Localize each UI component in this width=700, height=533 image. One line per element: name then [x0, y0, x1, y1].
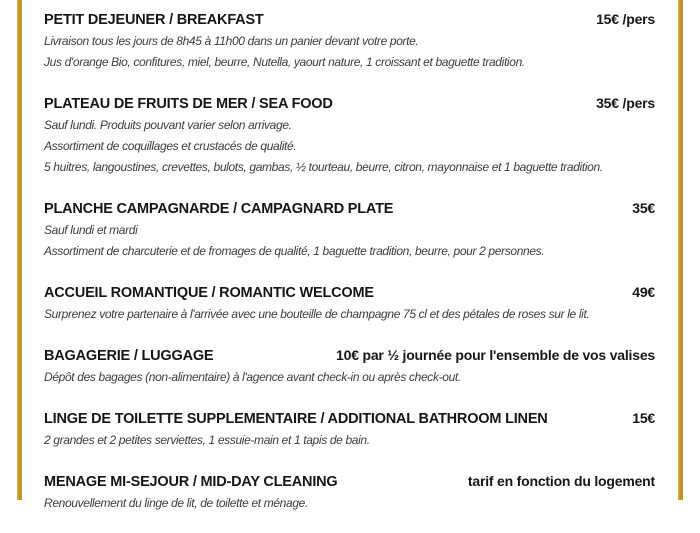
menu-item-price: 35€ /pers	[596, 95, 655, 111]
menu-item-price: 10€ par ½ journée pour l'ensemble de vos valises	[336, 347, 655, 363]
menu-item-title: LINGE DE TOILETTE SUPPLEMENTAIRE / ADDITIONAL BATHROOM LINEN	[44, 411, 548, 427]
menu-item-header	[44, 344, 655, 367]
menu-item-description: 2 grandes et 2 petites serviettes, 1 essuie-main et 1 tapis de bain.	[44, 433, 370, 447]
menu-item-description: Assortiment de coquillages et crustacés de qualité.	[44, 139, 297, 153]
menu-item-description: Livraison tous les jours de 8h45 à 11h00 dans un panier devant votre porte.	[44, 34, 419, 48]
menu-item-header	[44, 407, 655, 430]
menu-item-descriptions	[44, 493, 655, 514]
menu-item	[44, 470, 655, 514]
menu-item-descriptions	[44, 220, 655, 262]
menu-item-price: 49€	[632, 284, 655, 300]
menu-item-header	[44, 197, 655, 220]
menu-item-header	[44, 92, 655, 115]
menu-item-title: BAGAGERIE / LUGGAGE	[44, 348, 214, 364]
menu-item-description: Jus d'orange Bio, confitures, miel, beurre, Nutella, yaourt nature, 1 croissant et baguette tradition.	[44, 55, 525, 69]
menu-item-description: Dépôt des bagages (non-alimentaire) à l'agence avant check-in ou après check-out.	[44, 370, 461, 384]
menu-item-descriptions	[44, 430, 655, 451]
menu-list	[44, 8, 655, 533]
menu-item-descriptions	[44, 367, 655, 388]
menu-item-header	[44, 8, 655, 31]
menu-item-title: ACCUEIL ROMANTIQUE / ROMANTIC WELCOME	[44, 285, 374, 301]
menu-item	[44, 8, 655, 73]
menu-item-description: Assortiment de charcuterie et de fromages de qualité, 1 baguette tradition, beurre, pour 2 personnes.	[44, 244, 545, 258]
menu-item-title: MENAGE MI-SEJOUR / MID-DAY CLEANING	[44, 474, 338, 490]
menu-item-description: Sauf lundi. Produits pouvant varier selon arrivage.	[44, 118, 292, 132]
menu-item-description: 5 huitres, langoustines, crevettes, bulots, gambas, ½ tourteau, beurre, citron, mayonnaise et 1 baguette tradition.	[44, 160, 603, 174]
menu-item-price: 15€ /pers	[596, 11, 655, 27]
menu-item-header	[44, 470, 655, 493]
menu-item	[44, 344, 655, 388]
menu-item	[44, 281, 655, 325]
menu-item-title: PLANCHE CAMPAGNARDE / CAMPAGNARD PLATE	[44, 201, 394, 217]
right-gold-border	[678, 0, 683, 500]
menu-item-price: 35€	[632, 200, 655, 216]
menu-item-description: Surprenez votre partenaire à l'arrivée avec une bouteille de champagne 75 cl et des pétales de roses sur le lit.	[44, 307, 590, 321]
menu-item-header	[44, 281, 655, 304]
menu-item-title: PETIT DEJEUNER / BREAKFAST	[44, 12, 264, 28]
menu-item-price: 15€	[632, 410, 655, 426]
menu-item-price: tarif en fonction du logement	[467, 473, 655, 489]
menu-item	[44, 92, 655, 178]
menu-item	[44, 407, 655, 451]
menu-item-description: Sauf lundi et mardi	[44, 223, 138, 237]
menu-item-title: PLATEAU DE FRUITS DE MER / SEA FOOD	[44, 96, 333, 112]
menu-item-descriptions	[44, 304, 655, 325]
menu-item-descriptions	[44, 115, 655, 178]
menu-item-descriptions	[44, 31, 655, 73]
left-gold-border	[17, 0, 22, 500]
menu-item	[44, 197, 655, 262]
menu-item-description: Renouvellement du linge de lit, de toilette et ménage.	[44, 496, 308, 510]
